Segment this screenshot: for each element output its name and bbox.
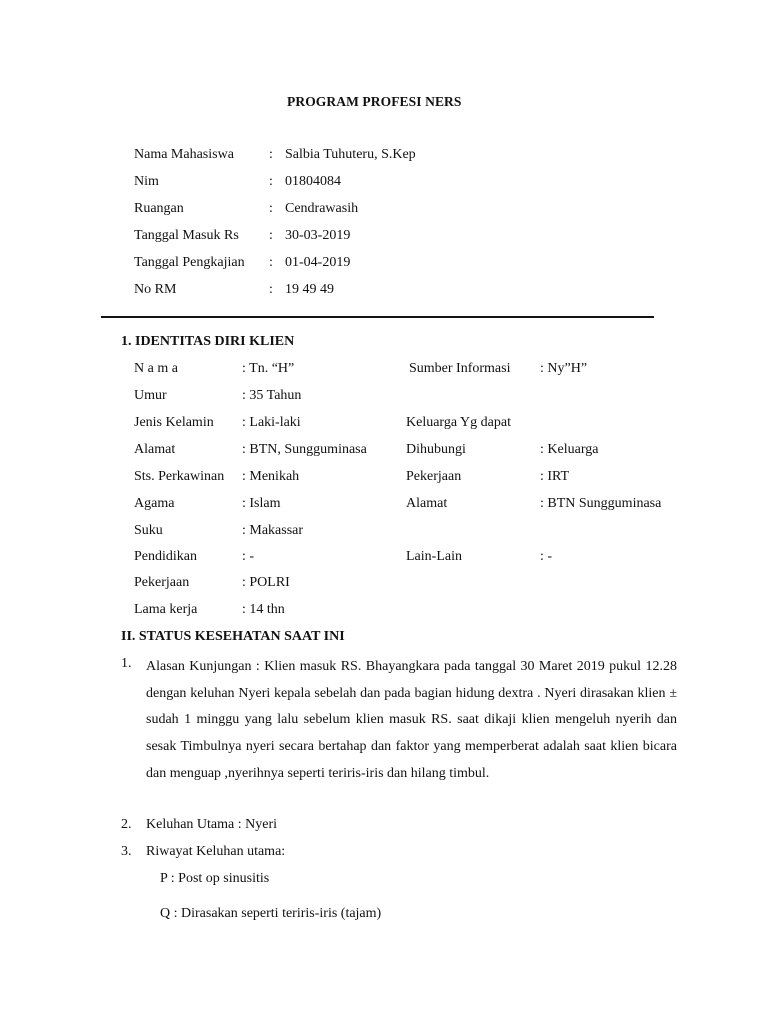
sub-item-text: Q : Dirasakan seperti teriris-iris (tajam) xyxy=(160,906,382,921)
field-label: No RM xyxy=(134,282,177,297)
field-separator: : xyxy=(269,147,273,162)
field-value: Salbia Tuhuteru, S.Kep xyxy=(285,147,416,162)
identity-label: Keluarga Yg dapat xyxy=(406,415,511,430)
document-title: PROGRAM PROFESI NERS xyxy=(287,94,462,109)
list-item-text: Riwayat Keluhan utama: xyxy=(146,844,286,859)
identity-label: Agama xyxy=(134,496,175,511)
field-label: Ruangan xyxy=(134,201,184,216)
section-heading-identitas: 1. IDENTITAS DIRI KLIEN xyxy=(121,334,295,349)
identity-value: : Tn. “H” xyxy=(242,361,295,376)
identity-label: Sumber Informasi xyxy=(409,361,511,376)
identity-value: : IRT xyxy=(540,469,570,484)
identity-label: Pekerjaan xyxy=(134,575,190,590)
horizontal-divider xyxy=(101,316,654,318)
identity-label: Alamat xyxy=(406,496,448,511)
field-separator: : xyxy=(269,255,273,270)
identity-value: : - xyxy=(540,549,553,564)
identity-value: : - xyxy=(242,549,255,564)
identity-label: Lain-Lain xyxy=(406,549,462,564)
identity-value: : Islam xyxy=(242,496,281,511)
list-number: 2. xyxy=(121,817,132,832)
field-separator: : xyxy=(269,201,273,216)
field-label: Nim xyxy=(134,174,159,189)
identity-value: : BTN, Sungguminasa xyxy=(242,442,367,457)
field-value: Cendrawasih xyxy=(285,201,359,216)
field-separator: : xyxy=(269,282,273,297)
field-value: 01-04-2019 xyxy=(285,255,351,270)
sub-item-text: P : Post op sinusitis xyxy=(160,871,270,886)
identity-value: : Menikah xyxy=(242,469,300,484)
identity-value: : POLRI xyxy=(242,575,290,590)
list-item-text: Alasan Kunjungan : Klien masuk RS. Bhayangkara pada tanggal 30 Maret 2019 pukul 12.28 dengan keluhan Nyeri kepala sebelah dan pada bagian hidung dextra . Nyeri dirasakan klien ± sudah 1 minggu yang lalu sebelum klien masuk RS. saat dikaji klien mengeluh nyerih dan sesak Timbulnya nyeri secara bertahap dan faktor yang memperberat adalah saat klien bicara dan menguap ,nyerihnya seperti teriris-iris dan hilang timbul. xyxy=(146,659,677,781)
list-number: 3. xyxy=(121,844,132,859)
identity-label: Dihubungi xyxy=(406,442,466,457)
identity-label: N a m a xyxy=(134,361,178,376)
identity-label: Sts. Perkawinan xyxy=(134,469,225,484)
field-label: Nama Mahasiswa xyxy=(134,147,234,162)
list-item-text: Keluhan Utama : Nyeri xyxy=(146,817,278,832)
field-separator: : xyxy=(269,228,273,243)
identity-value: : 35 Tahun xyxy=(242,388,302,403)
identity-value: : BTN Sungguminasa xyxy=(540,496,662,511)
identity-label: Lama kerja xyxy=(134,602,198,617)
identity-label: Pendidikan xyxy=(134,549,197,564)
field-label: Tanggal Pengkajian xyxy=(134,255,245,270)
identity-label: Alamat xyxy=(134,442,176,457)
identity-label: Jenis Kelamin xyxy=(134,415,214,430)
identity-value: : Laki-laki xyxy=(242,415,301,430)
field-separator: : xyxy=(269,174,273,189)
field-label: Tanggal Masuk Rs xyxy=(134,228,239,243)
list-number: 1. xyxy=(121,656,132,671)
field-value: 01804084 xyxy=(285,174,341,189)
identity-value: : Keluarga xyxy=(540,442,599,457)
field-value: 19 49 49 xyxy=(285,282,334,297)
identity-label: Umur xyxy=(134,388,167,403)
identity-label: Pekerjaan xyxy=(406,469,462,484)
field-value: 30-03-2019 xyxy=(285,228,351,243)
section-heading-status: II. STATUS KESEHATAN SAAT INI xyxy=(121,629,345,644)
identity-label: Suku xyxy=(134,523,163,538)
identity-value: : Ny”H” xyxy=(540,361,588,376)
identity-value: : Makassar xyxy=(242,523,304,538)
identity-value: : 14 thn xyxy=(242,602,285,617)
